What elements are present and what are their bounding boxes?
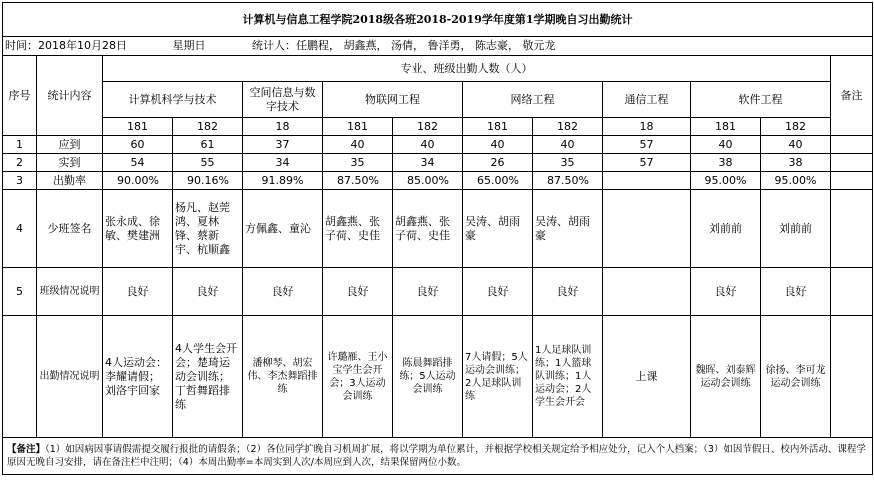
table-cell: 38 <box>761 154 831 172</box>
table-row <box>3 316 873 438</box>
row-label: 班级情况说明 <box>37 268 103 316</box>
remark-cell <box>831 154 873 172</box>
table-cell: 陈晨舞蹈排练；5人运动会训练 <box>393 316 463 438</box>
table-row <box>3 190 873 268</box>
table-cell: 40 <box>533 136 603 154</box>
notes-text: （1）如因病因事请假需提交履行报批的请假条；（2）各位同学扩晚自习机周扩展，将以学期为单位累计，并根据学校相关规定给予相应处分，记入个人档案；（3）如因节假日、校内外活动、课程学原因无晚自习安排，请在备注栏中注明；（4）本周出勤率=本周实到人次/本周应到人次，结果保留两位小数。 <box>7 444 866 468</box>
table-cell: 杨凡、赵莞鸿、夏林锋、蔡新宇、杭顺鑫 <box>173 190 243 268</box>
table-cell: 7人请假；5人运动会训练；2人足球队训练 <box>463 316 533 438</box>
row-seq: 4 <box>3 190 37 268</box>
class-network-182: 182 <box>533 118 603 136</box>
table-cell: 良好 <box>533 268 603 316</box>
class-software-181: 181 <box>691 118 761 136</box>
table-cell: 90.00% <box>103 172 173 190</box>
major-network: 网络工程 <box>463 82 603 118</box>
table-cell: 方佩鑫、童沁 <box>243 190 323 268</box>
header-major-attendance: 专业、班级出勤人数（人） <box>103 56 831 82</box>
row-seq: 2 <box>3 154 37 172</box>
table-cell: 95.00% <box>761 172 831 190</box>
table-cell: 4人运动会：李耀请假；刘洛宇回家 <box>103 316 173 438</box>
major-telecom: 通信工程 <box>603 82 691 118</box>
table-cell: 40 <box>691 136 761 154</box>
table-cell: 吴涛、胡雨豪 <box>463 190 533 268</box>
class-spatial-18: 18 <box>243 118 323 136</box>
table-cell: 魏晖、刘泰辉运动会训练 <box>691 316 761 438</box>
table-cell: 90.16% <box>173 172 243 190</box>
table-cell: 良好 <box>103 268 173 316</box>
table-cell: 4人学生会开会；楚琦运动会训练；丁哲舞蹈排练 <box>173 316 243 438</box>
class-iot-181: 181 <box>323 118 393 136</box>
table-cell: 上课 <box>603 316 691 438</box>
notes-label: 【备注】 <box>7 444 46 455</box>
table-cell: 吴涛、胡雨豪 <box>533 190 603 268</box>
table-row <box>3 154 873 172</box>
header-stat-content: 统计内容 <box>37 56 103 136</box>
table-cell: 40 <box>393 136 463 154</box>
notes-block <box>3 438 873 475</box>
remark-cell <box>831 136 873 154</box>
table-cell: 35 <box>533 154 603 172</box>
table-row <box>3 136 873 154</box>
table-cell: 良好 <box>173 268 243 316</box>
table-cell: 87.50% <box>323 172 393 190</box>
stats-people: 统计人：任鹏程， 胡鑫燕， 汤倩， 鲁洋勇， 陈志豪， 敬元龙 <box>252 39 556 52</box>
row-label: 出勤率 <box>37 172 103 190</box>
table-cell: 57 <box>603 154 691 172</box>
table-row <box>3 268 873 316</box>
remark-cell <box>831 190 873 268</box>
table-cell: 良好 <box>243 268 323 316</box>
table-cell: 胡鑫燕、张子荷、史佳 <box>323 190 393 268</box>
table-row <box>3 172 873 190</box>
table-cell: 张永成、徐敏、樊建洲 <box>103 190 173 268</box>
class-cs-182: 182 <box>173 118 243 136</box>
remark-cell <box>831 316 873 438</box>
table-cell: 良好 <box>691 268 761 316</box>
table-cell: 54 <box>103 154 173 172</box>
record-date: 时间：2018年10月28日 <box>5 39 127 52</box>
table-cell: 许璐雁、王小宝学生会开会；3人运动会训练 <box>323 316 393 438</box>
class-cs-181: 181 <box>103 118 173 136</box>
table-cell: 良好 <box>463 268 533 316</box>
sheet-title: 计算机与信息工程学院2018级各班2018-2019学年度第1学期晚自习出勤统计 <box>3 3 873 37</box>
row-seq: 1 <box>3 136 37 154</box>
table-cell: 良好 <box>393 268 463 316</box>
row-seq: 5 <box>3 268 37 316</box>
table-cell: 60 <box>103 136 173 154</box>
major-spatial-info: 空间信息与数字技术 <box>243 82 323 118</box>
header-seq: 序号 <box>3 56 37 136</box>
table-cell: 87.50% <box>533 172 603 190</box>
major-iot: 物联网工程 <box>323 82 463 118</box>
table-cell: 38 <box>691 154 761 172</box>
row-label: 少班签名 <box>37 190 103 268</box>
table-cell: 35 <box>323 154 393 172</box>
table-cell: 85.00% <box>393 172 463 190</box>
table-cell: 40 <box>323 136 393 154</box>
attendance-sheet <box>2 2 872 475</box>
class-network-181: 181 <box>463 118 533 136</box>
table-cell: 34 <box>243 154 323 172</box>
record-weekday: 星期日 <box>172 39 206 52</box>
table-cell: 57 <box>603 136 691 154</box>
table-cell <box>603 190 691 268</box>
class-iot-182: 182 <box>393 118 463 136</box>
row-label: 出勤情况说明 <box>37 316 103 438</box>
row-seq <box>3 316 37 438</box>
remark-cell <box>831 268 873 316</box>
major-software: 软件工程 <box>691 82 831 118</box>
table-cell: 良好 <box>761 268 831 316</box>
table-cell <box>603 172 691 190</box>
table-cell: 胡鑫燕、张子荷、史佳 <box>393 190 463 268</box>
table-cell: 1人足球队训练；1人篮球队训练；1人运动会；2人学生会开会 <box>533 316 603 438</box>
info-row <box>3 37 873 56</box>
table-cell: 刘前前 <box>691 190 761 268</box>
table-cell: 40 <box>761 136 831 154</box>
table-cell: 40 <box>463 136 533 154</box>
table-cell <box>603 268 691 316</box>
table-cell: 37 <box>243 136 323 154</box>
table-cell: 徐扬、李可龙运动会训练 <box>761 316 831 438</box>
major-cs: 计算机科学与技术 <box>103 82 243 118</box>
table-cell: 刘前前 <box>761 190 831 268</box>
table-cell: 26 <box>463 154 533 172</box>
table-cell: 34 <box>393 154 463 172</box>
class-telecom-18: 18 <box>603 118 691 136</box>
table-cell: 95.00% <box>691 172 761 190</box>
class-software-182: 182 <box>761 118 831 136</box>
row-label: 实到 <box>37 154 103 172</box>
row-label: 应到 <box>37 136 103 154</box>
table-cell: 91.89% <box>243 172 323 190</box>
table-cell: 潘柳琴、胡宏伟、李杰舞蹈排练 <box>243 316 323 438</box>
table-cell: 61 <box>173 136 243 154</box>
header-remarks: 备注 <box>831 56 873 136</box>
attendance-table <box>2 2 873 475</box>
row-seq: 3 <box>3 172 37 190</box>
remark-cell <box>831 172 873 190</box>
table-cell: 55 <box>173 154 243 172</box>
table-cell: 65.00% <box>463 172 533 190</box>
table-cell: 良好 <box>323 268 393 316</box>
